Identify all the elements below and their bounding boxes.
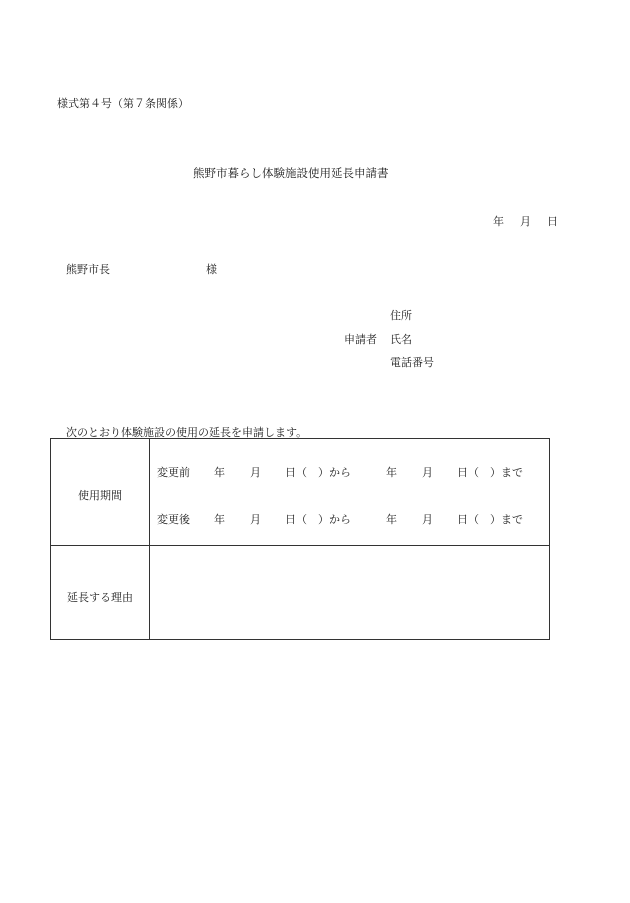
row-year-end: 年 bbox=[386, 466, 397, 479]
addressee-honorific: 様 bbox=[206, 263, 217, 276]
document-title: 熊野市暮らし体験施設使用延長申請書 bbox=[193, 166, 389, 180]
row-day-from: 日（ ）から bbox=[285, 466, 351, 479]
applicant-address-label: 住所 bbox=[390, 309, 412, 322]
table-column-divider bbox=[149, 439, 150, 639]
usage-period-label: 使用期間 bbox=[78, 489, 122, 502]
row-month-end: 月 bbox=[422, 466, 433, 479]
row-day-to: 日（ ）まで bbox=[457, 466, 523, 479]
row-month: 月 bbox=[250, 466, 261, 479]
extension-reason-label: 延長する理由 bbox=[67, 591, 133, 604]
applicant-name-label: 氏名 bbox=[390, 333, 412, 346]
addressee-name: 熊野市長 bbox=[66, 263, 110, 276]
row-day-from: 日（ ）から bbox=[285, 513, 351, 526]
row-month-end: 月 bbox=[422, 513, 433, 526]
row-month: 月 bbox=[250, 513, 261, 526]
row-year: 年 bbox=[214, 513, 225, 526]
row-year: 年 bbox=[214, 466, 225, 479]
application-table bbox=[50, 438, 550, 640]
applicant-label: 申請者 bbox=[344, 333, 377, 346]
row-label: 変更後 bbox=[157, 513, 190, 526]
date-line bbox=[493, 216, 558, 227]
form-number: 様式第４号（第７条関係） bbox=[57, 97, 189, 110]
row-label: 変更前 bbox=[157, 466, 190, 479]
date-year: 年 bbox=[493, 215, 504, 228]
row-day-to: 日（ ）まで bbox=[457, 513, 523, 526]
table-row-divider bbox=[51, 545, 549, 546]
row-year-end: 年 bbox=[386, 513, 397, 526]
addressee bbox=[66, 263, 217, 276]
date-month: 月 bbox=[520, 215, 531, 228]
applicant-phone-label: 電話番号 bbox=[390, 356, 434, 369]
intro-text: 次のとおり体験施設の使用の延長を申請します。 bbox=[66, 426, 308, 439]
date-day: 日 bbox=[547, 215, 558, 228]
